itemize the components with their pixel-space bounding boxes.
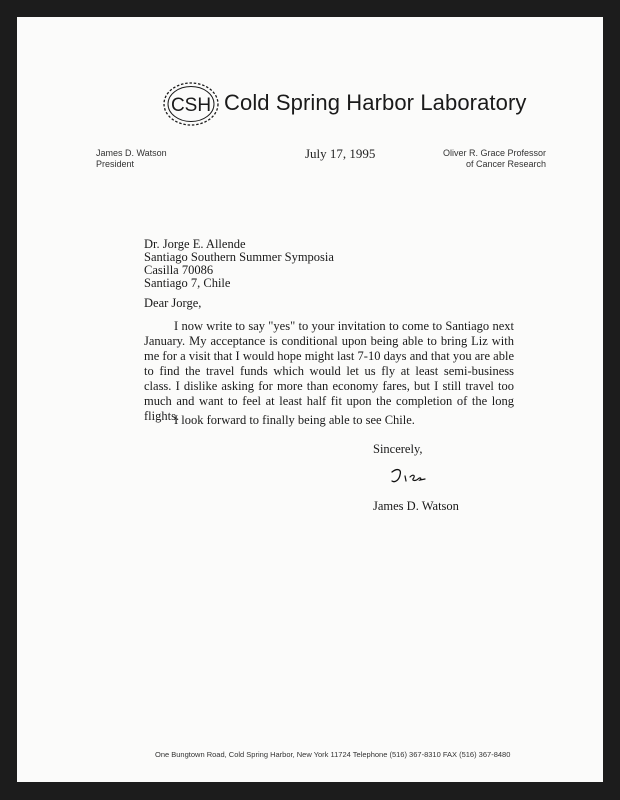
handwritten-signature: [389, 464, 429, 486]
logo-text: CSH: [170, 95, 212, 116]
recipient-name: Dr. Jorge E. Allende: [144, 237, 246, 251]
recipient-po-box: Casilla 70086: [144, 263, 214, 277]
professorship-block: [443, 148, 546, 170]
letter-date: July 17, 1995: [305, 146, 376, 161]
salutation: Dear Jorge,: [144, 296, 202, 310]
footer-address: One Bungtown Road, Cold Spring Harbor, New York 11724 Telephone (516) 367-8310 FAX (516) 367-8480: [155, 750, 511, 759]
signer-name: James D. Watson: [373, 499, 459, 513]
body-paragraph-1: I now write to say "yes" to your invitation to come to Santiago next January. My acceptance is conditional upon being able to bring Liz with me for a visit that I would hope might last 7-10 days and that you are able to find the travel funds which would let us fly at least semi-business class. I dislike asking for more than economy fares, but I still travel too much and want to feel at least half fit upon the completion of the long flights.: [144, 319, 514, 423]
recipient-address: [144, 238, 334, 290]
closing: Sincerely,: [373, 442, 423, 456]
professorship-line-1: Oliver R. Grace Professor: [442, 148, 546, 158]
recipient-organization: Santiago Southern Summer Symposia: [144, 250, 334, 264]
sender-title: President: [96, 159, 135, 169]
organization-name: Cold Spring Harbor Laboratory: [224, 90, 527, 115]
body-paragraph-2: I look forward to finally being able to see Chile.: [174, 413, 415, 427]
sender-name: James D. Watson: [96, 148, 167, 158]
csh-logo: [161, 80, 221, 128]
professorship-line-2: of Cancer Research: [465, 159, 546, 169]
sender-block: [96, 148, 167, 170]
recipient-city: Santiago 7, Chile: [144, 276, 231, 290]
letter-page: [17, 17, 603, 782]
